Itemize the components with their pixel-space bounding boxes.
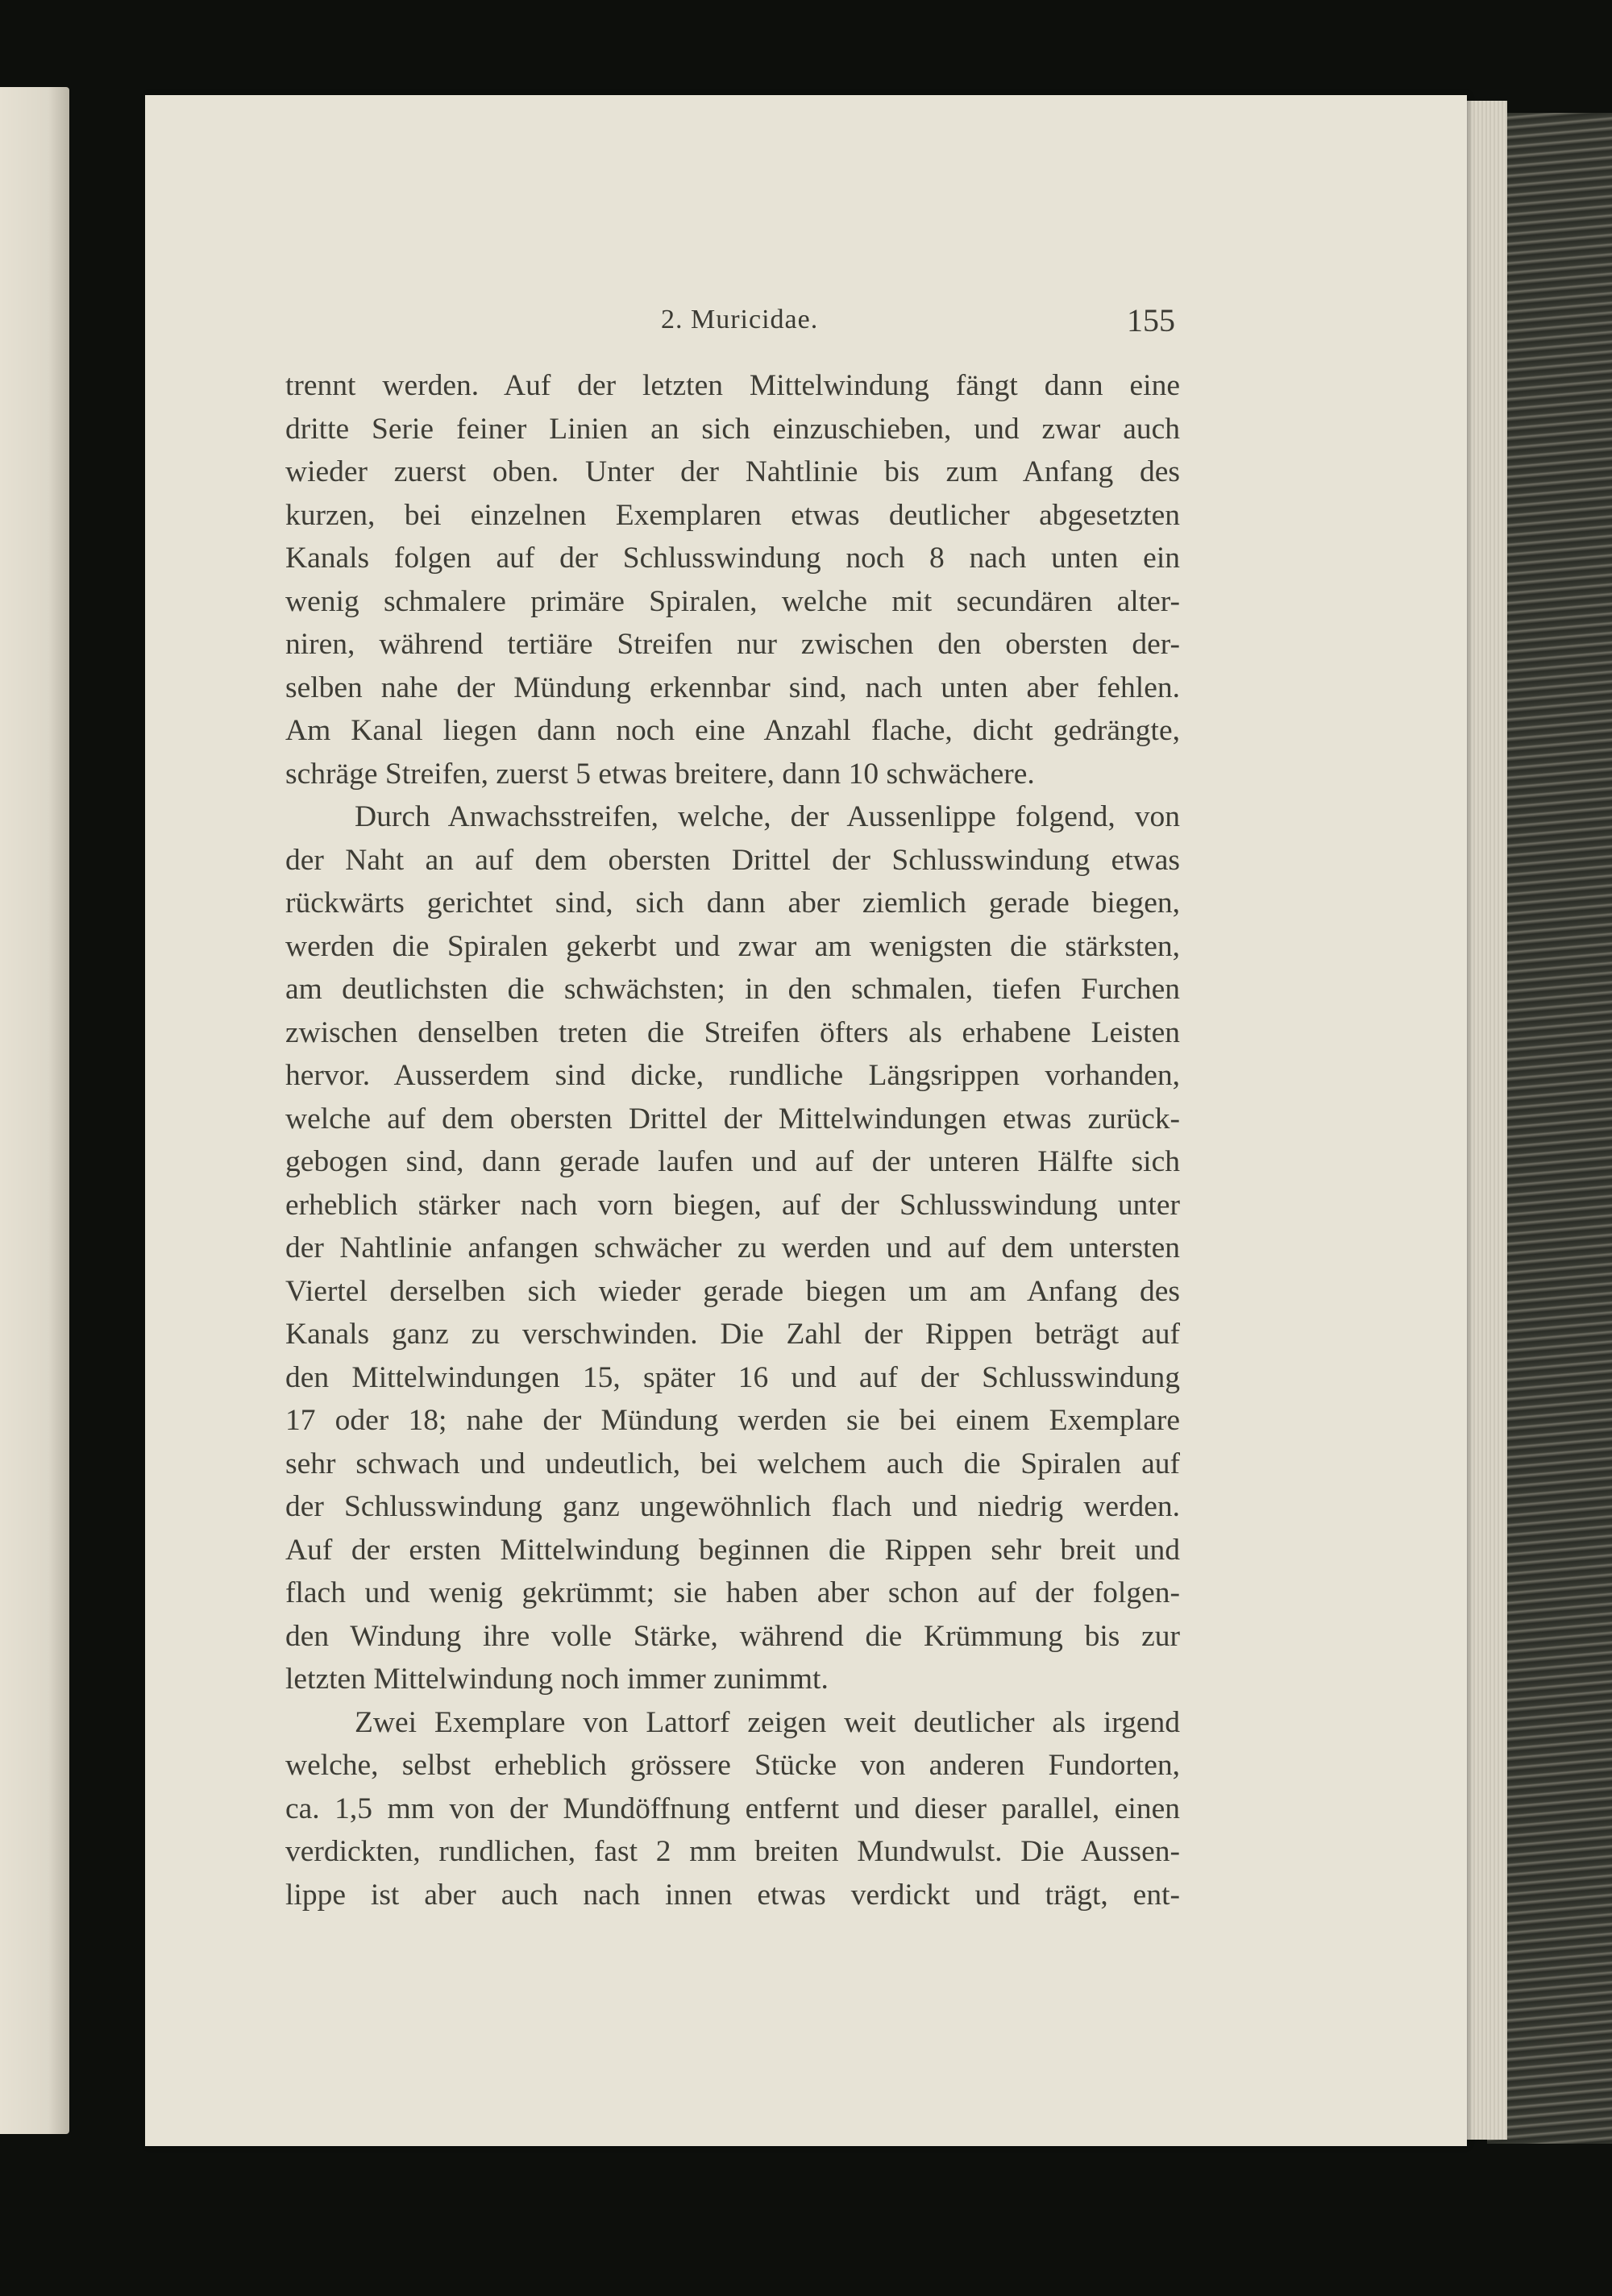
text-line: wieder zuerst oben. Unter der Nahtlinie bis zum Anfang des [285, 455, 1180, 488]
text-line: der Naht an auf dem obersten Drittel der Schlusswindung etwas [285, 843, 1180, 877]
text-line: der Nahtlinie anfangen schwächer zu werden und auf dem untersten [285, 1231, 1180, 1264]
text-line: Kanals folgen auf der Schlusswindung noch 8 nach unten ein [285, 542, 1180, 575]
text-line: niren, während tertiäre Streifen nur zwischen den obersten der- [285, 628, 1180, 661]
text-line: flach und wenig gekrümmt; sie haben aber schon auf der folgen- [285, 1576, 1180, 1609]
text-line: selben nahe der Mündung erkennbar sind, nach unten aber fehlen. [285, 671, 1180, 704]
text-line: hervor. Ausserdem sind dicke, rundliche Längsrippen vorhanden, [285, 1059, 1180, 1092]
text-line: rückwärts gerichtet sind, sich dann aber ziemlich gerade biegen, [285, 886, 1180, 920]
text-line: wenig schmalere primäre Spiralen, welche mit secundären alter- [285, 584, 1180, 618]
body-text [285, 364, 1180, 1916]
text-line: erheblich stärker nach vorn biegen, auf der Schlusswindung unter [285, 1188, 1180, 1222]
text-line: 17 oder 18; nahe der Mündung werden sie bei einem Exemplare [285, 1404, 1180, 1437]
text-line: der Schlusswindung ganz ungewöhnlich flach und niedrig werden. [285, 1490, 1180, 1523]
text-line: welche, selbst erheblich grössere Stücke von anderen Fundorten, [285, 1749, 1180, 1782]
text-line: ca. 1,5 mm von der Mundöffnung entfernt und dieser parallel, einen [285, 1792, 1180, 1825]
text-line: Am Kanal liegen dann noch eine Anzahl flache, dicht gedrängte, [285, 714, 1180, 747]
text-line: werden die Spiralen gekerbt und zwar am wenigsten die stärksten, [285, 929, 1180, 963]
text-line: verdickten, rundlichen, fast 2 mm breiten Mundwulst. Die Aussen- [285, 1835, 1180, 1868]
text-line: Viertel derselben sich wieder gerade biegen um am Anfang des [285, 1274, 1180, 1308]
running-head [145, 302, 1467, 353]
text-line: kurzen, bei einzelnen Exemplaren etwas deutlicher abgesetzten [285, 498, 1180, 532]
page-number: 155 [1127, 302, 1175, 338]
text-line: am deutlichsten die schwächsten; in den schmalen, tiefen Furchen [285, 973, 1180, 1006]
text-line: Kanals ganz zu verschwinden. Die Zahl der Rippen beträgt auf [285, 1318, 1180, 1351]
text-line: gebogen sind, dann gerade laufen und auf der unteren Hälfte sich [285, 1145, 1180, 1178]
previous-page-edge [0, 87, 69, 2134]
text-line: sehr schwach und undeutlich, bei welchem auch die Spiralen auf [285, 1447, 1180, 1480]
text-line: dritte Serie feiner Linien an sich einzuschieben, und zwar auch [285, 412, 1180, 446]
text-line: Durch Anwachsstreifen, welche, der Aussenlippe folgend, von [355, 800, 1180, 833]
text-line: Zwei Exemplare von Lattorf zeigen weit deutlicher als irgend [355, 1705, 1180, 1739]
text-line: den Windung ihre volle Stärke, während die Krümmung bis zur [285, 1619, 1180, 1653]
text-line: letzten Mittelwindung noch immer zunimmt. [285, 1663, 829, 1696]
text-line: den Mittelwindungen 15, später 16 und auf der Schlusswindung [285, 1360, 1180, 1394]
text-line: schräge Streifen, zuerst 5 etwas breitere, dann 10 schwächere. [285, 757, 1035, 791]
text-line: lippe ist aber auch nach innen etwas verdickt und trägt, ent- [285, 1878, 1180, 1912]
running-head-title: 2. Muricidae. [661, 305, 819, 334]
text-line: Auf der ersten Mittelwindung beginnen die Rippen sehr breit und [285, 1533, 1180, 1567]
text-line: welche auf dem obersten Drittel der Mittelwindungen etwas zurück- [285, 1102, 1180, 1136]
text-line: trennt werden. Auf der letzten Mittelwindung fängt dann eine [285, 369, 1180, 402]
text-line: zwischen denselben treten die Streifen öfters als erhabene Leisten [285, 1015, 1180, 1049]
